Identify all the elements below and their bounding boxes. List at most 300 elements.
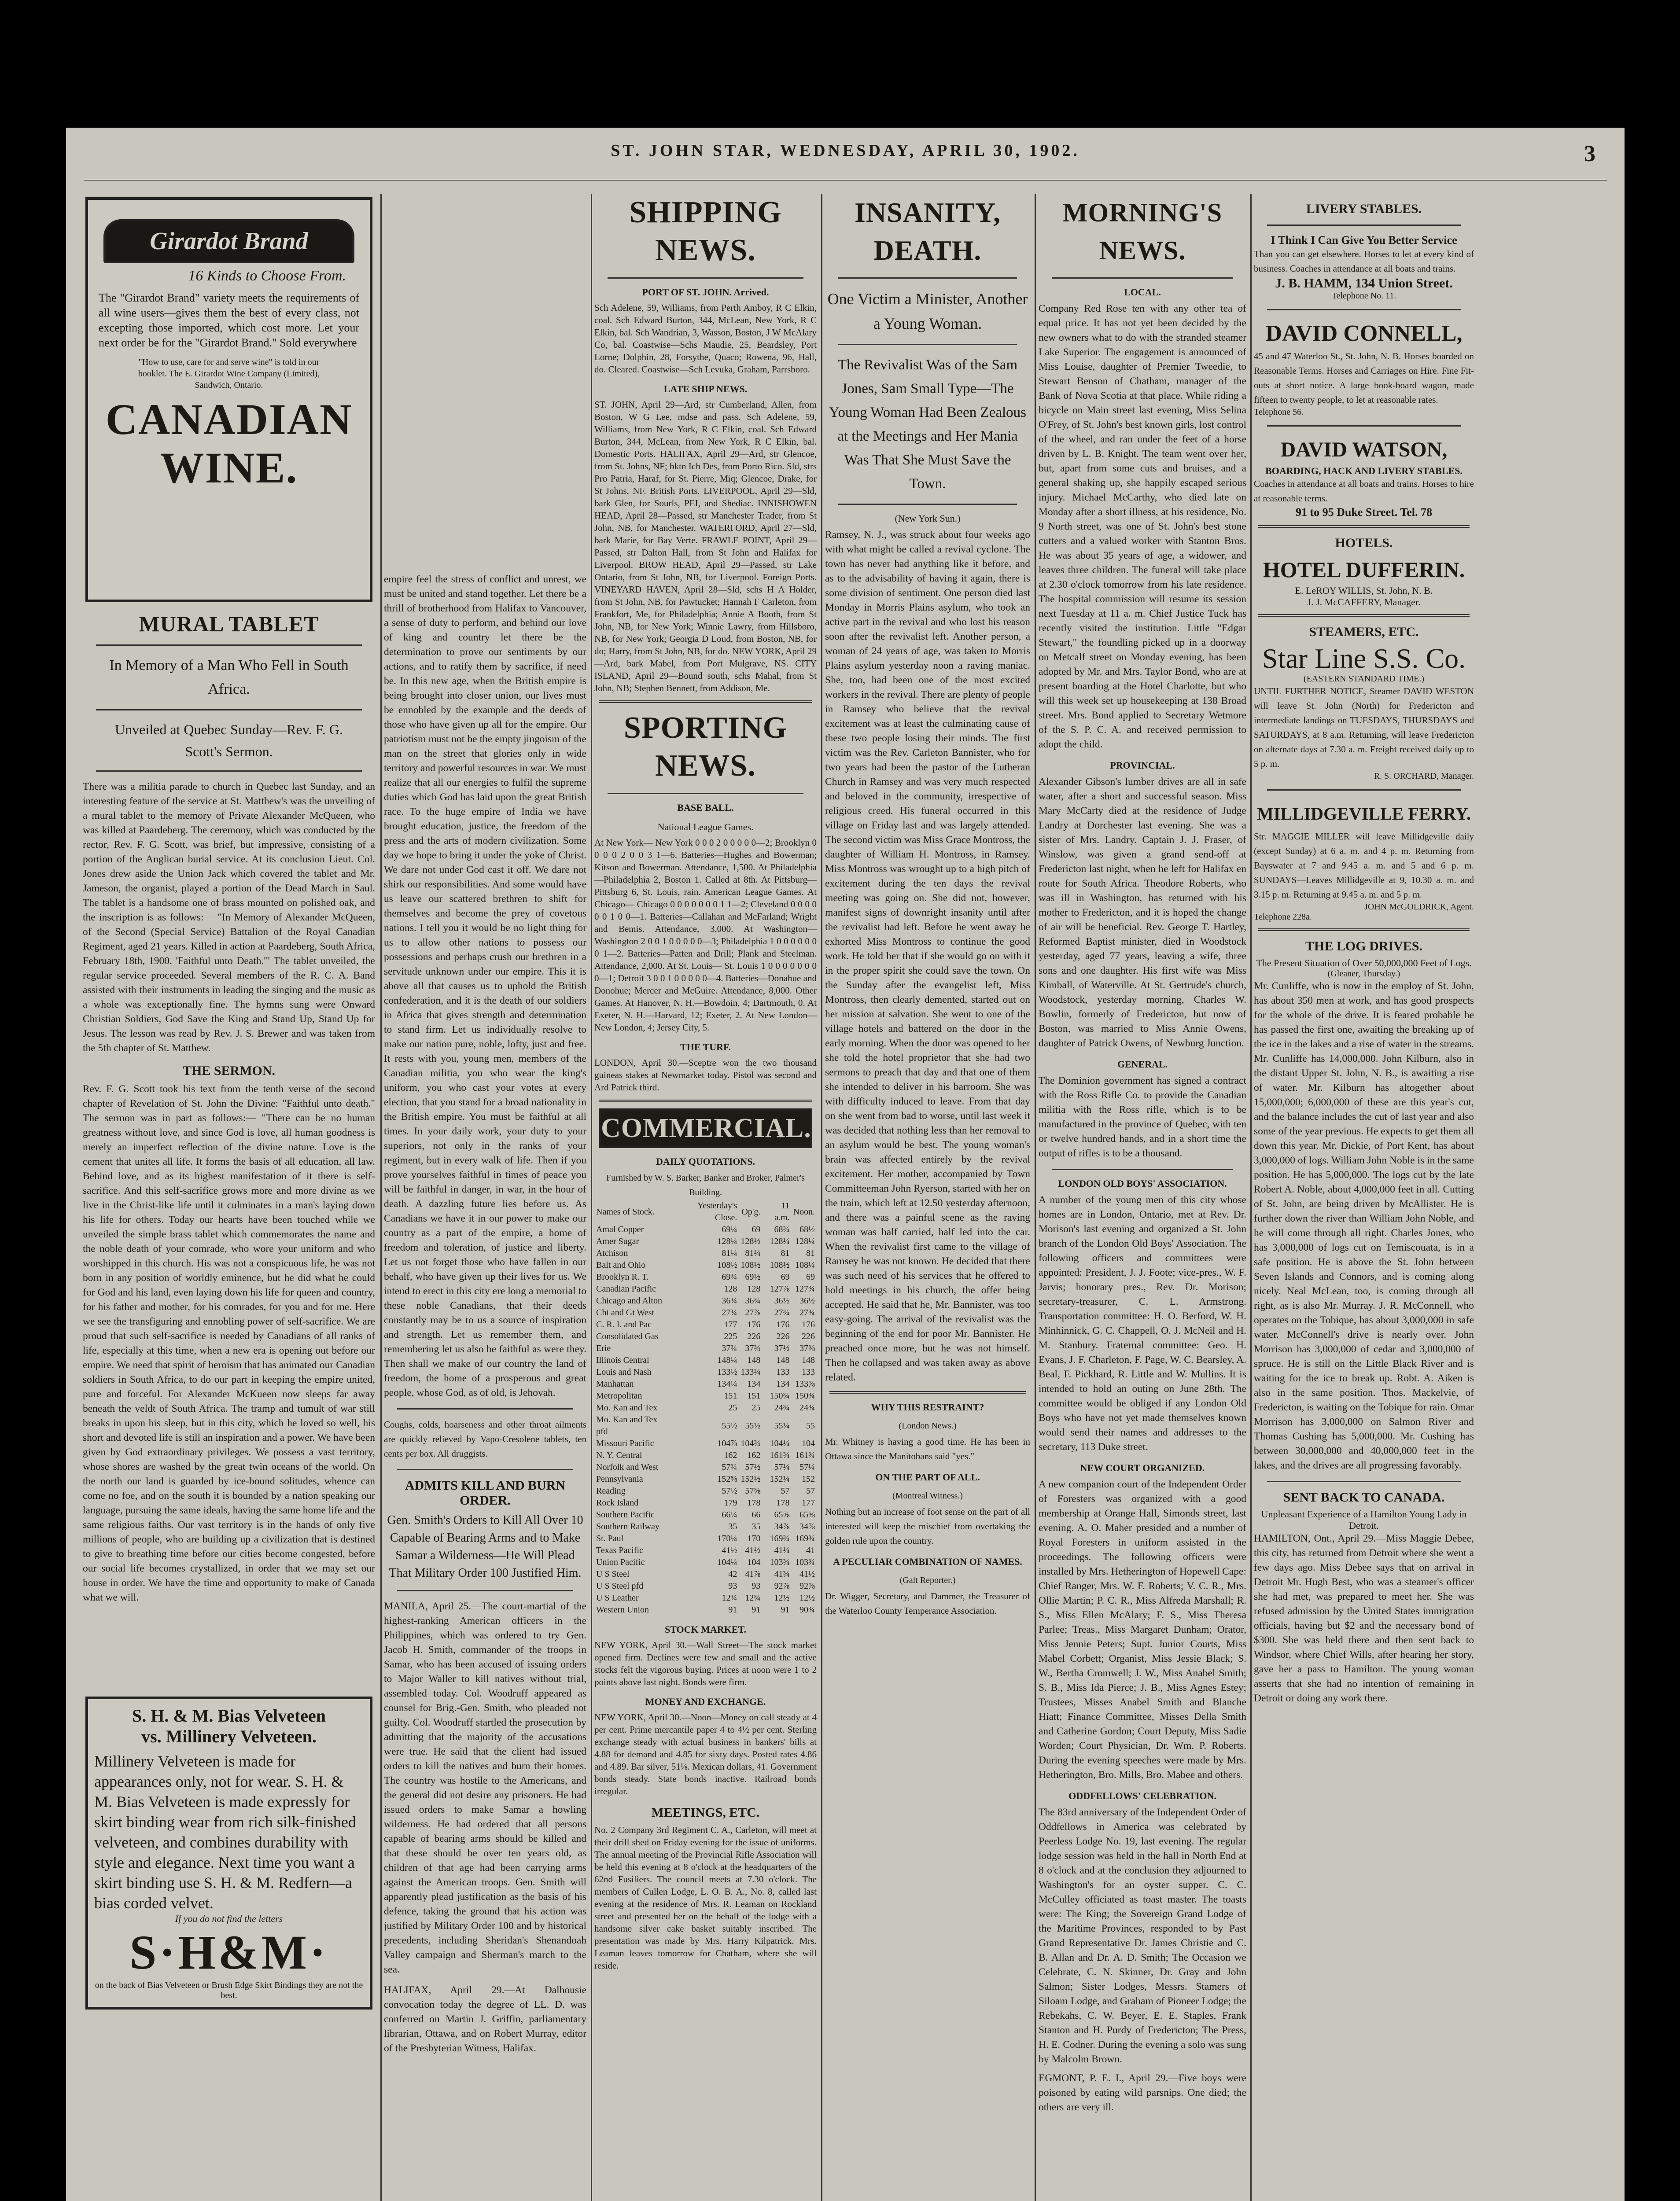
table-cell: 177 [802,1498,815,1508]
why-body: Mr. Whitney is having a good time. He has been in Ottawa since the Manitobans said "yes." [825,1436,1030,1461]
table-cell: 108½ [717,1260,737,1270]
table-cell: 108½ [741,1260,761,1270]
table-cell: 81¼ [722,1248,737,1258]
shipping-port: PORT OF ST. JOHN. Arrived. [642,287,769,298]
connell-body: 45 and 47 Waterloo St., St. John, N. B. Horses boarded on Reasonable Terms. Horses and Carriages on Hire. Fine Fit-outs at short notice. A large book-board wagon, made fifteen to twenty people, to let at reasonable rates. [1254,351,1474,405]
table-cell: 150¾ [770,1391,790,1401]
column-4 [825,194,1030,2201]
table-row [594,1248,817,1259]
table-cell: 12½ [774,1593,790,1603]
table-cell: U S Steel [596,1569,630,1579]
table-cell: 152¼ [770,1474,790,1484]
general-body: The Dominion government has signed a contract with the Ross Rifle Co. to provide the Canadian militia with the Ross rifle, which is to be manufactured in the province of Quebec, with ten or twelve hundred hands, and in a short time the output of rifles is to be a thousand. [1039,1075,1246,1159]
table-cell: 161¾ [770,1450,790,1460]
table-cell: 91 [728,1605,737,1615]
table-cell: 34⅞ [774,1522,790,1531]
table-cell: 148 [747,1355,761,1365]
table-cell: 150¾ [795,1391,815,1401]
oddfellows-title: ODDFELLOWS' CELEBRATION. [1068,1790,1216,1801]
table-row [594,1319,817,1331]
sporting-title: SPORTING NEWS. [623,711,788,783]
hotel-manager: J. J. McCAFFERY, Manager. [1307,596,1421,607]
provincial-body: Alexander Gibson's lumber drives are all in safe water, after a short and successful season. Miss Mary McCarty died at the residence of Judge Landry at Dorchester last evening. She was a sister of Mrs. Landry. Captain J. J. Fraser, of Winslow, was given a grand send-off at Fredericton last night, when he left for Halifax en route for South Africa. Theodore Roberts, who was ill in Washington, has returned with his mother to Fredericton, and it is hoped the change of air will be beneficial. Rev. George T. Hartley, Reformed Baptist minister, died in Woodstock yesterday, aged 77 years, leaving a wife, three sons and one daughter. His first wife was Miss Kimball, of Waterville. At St. Gertrude's church, Woodstock, yesterday morning, Charles W. Bowlin, formerly of Fredericton, but now of Boston, was married to Miss Annie Owens, daughter of Patrick Owens, of Newburg Junction. [1039,776,1246,1049]
table-cell: 57¼ [799,1462,815,1472]
table-cell: 55½ [745,1421,761,1431]
table-cell: 128¼ [717,1237,737,1246]
oddfellows-body: The 83rd anniversary of the Independent Order of Oddfellows in America was celebrated by Peerless Lodge No. 19, last evening. The regular lodge session was held in the hall in North End at 8 o'clock and at the conclusion they adjourned to Washington's for an oyster supper. C. C. McCulley officiated as toast master. The toasts were: The King; the Sovereign Grand Lodge of the Maritime Provinces, responded to by Past Grand Representative Dr. James Christie and C. B. Allan and Dr. A. D. Smith; The Occasion we Celebrate, C. N. Skinner, Dr. Gray and John Salmon; Sister Lodges, Messrs. Stamers of Siloam Lodge, and Graham of Pioneer Lodge; the Rebekahs, C. W. Beyer, E. E. Staples, Frank Stanton and H. Purdy of Fredericton; The Press, H. E. Codner. During the evening a solo was sung by Malcolm Brown. [1039,1807,1246,2065]
table-row [594,1557,817,1568]
egmont-body: EGMONT, P. E. I., April 29.—Five boys were poisoned by eating wild parsnips. One died; the others are very ill. [1039,2072,1246,2113]
table-cell: Manhattan [596,1379,634,1389]
table-cell: 57½ [745,1462,761,1472]
ferry-title: MILLIDGEVILLE FERRY. [1256,804,1471,824]
table-cell: Balt and Ohio [596,1260,646,1270]
part-title: ON THE PART OF ALL. [875,1472,980,1483]
table-cell: 57 [806,1486,815,1496]
connell-name: DAVID CONNELL, [1265,321,1463,346]
table-cell: 41½ [745,1546,761,1555]
table-cell: 108¼ [795,1260,815,1270]
table-cell: 176 [747,1320,761,1329]
velveteen-body: Millinery Velveteen is made for appearances only, not for wear. S. H. & M. Bias Velveteen is made expressly for skirt binding wear from rich silk-finished velveteen, and combines durability with style and elegance. Next time you want a skirt binding use S. H. & M. Redfern—a bias corded velvet. [94,1752,356,1912]
table-cell: 133⅞ [795,1379,815,1389]
steamers-title: STEAMERS, ETC. [1309,625,1419,639]
table-row [594,1224,817,1236]
watson-address: 91 to 95 Duke Street. Tel. 78 [1295,506,1433,519]
table-cell: Southern Pacific [596,1510,655,1520]
velveteen-head2: vs. Millinery Velveteen. [141,1726,317,1746]
table-cell: 55½ [722,1421,737,1431]
insanity-body: Ramsey, N. J., was struck about four weeks ago with what might be called a revival cyclone. The town has never had anything like it before, and as to the advisability of having it again, there is some division of sentiment. One person died last Monday in Morris Plains asylum, who took an active part in the revival and who lost his reason soon after the revivalist left. Another person, a woman of 24 years of age, was taken to Morris Plains asylum yesterday noon a raving maniac. She, too, had been one of the most excited workers in the revival. There are plenty of people in Ramsey who believe that the revival excitement was at least the culminating cause of these two people losing their minds. The first victim was the Rev. Carleton Bannister, who for two years had been the pastor of the Lutheran Church in Ramsey and was very much respected and beloved in the community, irrespective of religious creed. His funeral occurred in this village on Friday last and was largely attended. The second victim was Miss Grace Montross, the daughter of William H. Montross, in Ramsey. Miss Montross was wrought up to a high pitch of excitement during the ten days the revival meeting was going on. She did not, however, manifest signs of downright insanity until after the revivalist had left. Before he went away he exhorted Miss Montross to continue the good work. He told her that if she would go on with it in the proper spirit she could save the town. On the Sunday after the evangelist left, Miss Montross, then clearly demented, started out on her mission at salvation. She went to one of the village hotels and battered on the door in the early morning. When the door was opened to her she told the hotel proprietor that she had two sermons to preach that day and that one of them she intended to deliver in his barroom. She was with difficulty induced to leave. From that day on she went from bad to worse, until last week it was decided that nothing less than her removal to an asylum would be best. The young woman's brain was affected entirely by the revival excitement. Her mother, accompanied by Town Committeeman John Ryerson, started with her on the train, which left at 12.50 yesterday afternoon, and there was a painful scene as the raving woman was half carried, half led into the car. When the revivalist first came to the village of Ramsey he was not known. He decided that there was such need of his services that he offered to hold meetings in his church, the offer being accepted. He said that he, Mr. Bannister, was too easy-going. The arrival of the revivalist was the beginning of the end for poor Mr. Bannister. He preached once more, but he was not himself. Then he collapsed and was taken away as above related. [825,529,1030,1383]
why-title: WHY THIS RESTRAINT? [871,1402,984,1413]
table-row [594,1497,817,1509]
table-cell: 37½ [774,1343,790,1353]
insanity-deck2: The Revivalist Was of the Sam Jones, Sam Small Type—The Young Woman Had Been Zealous at the Meetings and Her Mania Was That She Must Save the Town. [829,357,1026,492]
column-2 [384,194,586,2201]
ferry-body: Str. MAGGIE MILLER will leave Millidgeville daily (except Sunday) at 6 a. m. and 4 p. m. Returning from Bayswater at 7 and 9.45 a. m. and 5 and 6 p. m. SUNDAYS—Leaves Millidgeville at 9, 10.30 a. m. and 3.15 p. m. Returning at 9.45 a. m. and 5 p. m. [1254,831,1474,900]
shipping-body: Sch Adelene, 59, Williams, from Perth Amboy, R C Elkin, coal. Sch Edward Burton, 344, McLean, New York, R C Elkin, bal. Sch Wandrian, 3, Wasson, Boston, J W McAlary Co, bal. Coastwise—Schs Maudie, 25, Beardsley, Port Lorne; Dolphin, 28, Forsythe, Quaco; Rowena, 96, Hall, do. Cleared. Coastwise—Sch Levuka, Graham, Parrsboro. [594,302,817,375]
table-cell: Amer Sugar [596,1237,639,1246]
table-cell: Atchison [596,1248,628,1258]
velveteen-head1: S. H. & M. Bias Velveteen [132,1706,326,1726]
table-cell: 12½ [799,1593,815,1603]
table-cell: Pennsylvania [596,1474,643,1484]
table-cell: 127⅞ [770,1284,790,1294]
table-cell: 152½ [741,1474,761,1484]
table-cell: 66 [752,1510,761,1520]
local-body: Company Red Rose ten with any other tea of equal price. It has not yet been decided by the new owners what to do with the stranded steamer Lake Superior. The engagement is announced of Miss Louise, daughter of Premier Tweedie, to Stewart Benson of Chatham, manager of the Bank of Nova Scotia at that place. While riding a bicycle on Main street last evening, Miss Selina O'Frey, of St. John's best known girls, lost control of the wheel, and ran under the feet of a horse driven by L. B. Knight. The team went over her, but, apart from some cuts and bruises, and a general shaking up, she happily escaped serious injury. Michael McCarthy, who died late on Monday after a short illness, at his residence, No. 9 North street, was one of St. John's best stone cutters and a valued worker with Stanton Bros. He was about 35 years of age, a widower, and leaves three children. The funeral will take place at 2.30 o'clock tomorrow from his late residence. The hospital commission will resume its session next Tuesday at 11 a. m. Chief Justice Tuck has recently visited the institution. Little "Edgar Stewart," the foundling picked up in a doorway on Metcalf street on Monday evening, has been adopted by Mr. and Mrs. Taylor Bond, who are at present boarding at the Hotel Charlotte, but who will this week set up housekeeping at 138 Broad street. Mrs. Bond applied to Secretary Wetmore of the S. P. C. A. and received permission to adopt the child. [1039,303,1246,750]
table-cell: 108½ [770,1260,790,1270]
table-cell: Consolidated Gas [596,1332,659,1341]
table-cell: 134 [747,1379,761,1389]
table-row [594,1402,817,1414]
stock-market-title: STOCK MARKET. [665,1624,746,1635]
table-cell: Illinois Central [596,1355,649,1365]
table-cell: 176 [776,1320,790,1329]
table-cell: 104¼ [770,1439,790,1448]
table-cell: Chicago and Alton [596,1296,662,1306]
table-cell: 161¾ [795,1450,815,1460]
table-cell: 176 [802,1320,815,1329]
table-cell: Texas Pacific [596,1546,643,1555]
table-cell: 57¼ [774,1462,790,1472]
mural-sub1: In Memory of a Man Who Fell in South Africa. [109,657,349,697]
part-body: Nothing but an increase of foot sense on the part of all interested will keep the mischief from overtaking the golden rule upon the country. [825,1506,1030,1546]
court-title: NEW COURT ORGANIZED. [1080,1462,1205,1473]
table-cell: 24¾ [774,1403,790,1413]
table-row [594,1545,817,1557]
table-cell: 104 [747,1557,761,1567]
table-cell: 92⅞ [799,1581,815,1591]
table-cell: 148¼ [717,1355,737,1365]
table-cell: 24¾ [799,1403,815,1413]
velveteen-note: If you do not find the letters [175,1913,283,1924]
ferry-agent: JOHN McGOLDRICK, Agent. [1364,902,1474,912]
table-cell: 104¾ [741,1439,761,1448]
table-cell: 41¼ [774,1546,790,1555]
column-rule [1250,194,1252,2201]
table-cell: U S Leather [596,1593,639,1603]
table-cell: 57⅜ [745,1486,761,1496]
table-cell: Mo. Kan and Tex [596,1403,658,1413]
table-row [594,1283,817,1295]
livery-title: LIVERY STABLES. [1306,202,1422,216]
daily-title: DAILY QUOTATIONS. [656,1156,755,1167]
table-cell: 27¾ [774,1308,790,1318]
velveteen-logo: S·H&M· [129,1925,328,1979]
table-cell: Mo. Kan and Tex pfd [596,1415,658,1436]
meetings-body: No. 2 Company 3rd Regiment C. A., Carleton, will meet at their drill shed on Friday evening for the issue of uniforms. The annual meeting of the Provincial Rifle Association will be held this evening at 8 o'clock at the headquarters of the 62nd Fusiliers. The council meets at 7.30 o'clock. The members of Cullen Lodge, L. O. B. A., No. 8, called last evening at the residence of Mrs. R. Leaman on Rockland street and presented her on the behalf of the lodge with a handsome silver cake basket suitably inscribed. The presentation was made by Mrs. Harry Kilpatrick. Mrs. Leaman leaves tomorrow for Chatham, where she will reside. [594,1825,817,1971]
quotes-table [594,1200,817,1616]
column-rule [821,194,822,2201]
watson-sub: BOARDING, HACK AND LIVERY STABLES. [1265,465,1463,476]
table-cell: 133 [802,1367,815,1377]
table-cell: Amal Copper [596,1225,644,1234]
table-cell: 133¼ [741,1367,761,1377]
ad-tagline: 16 Kinds to Choose From. [188,268,346,284]
local-title: LOCAL. [1124,287,1161,298]
table-cell: 226 [776,1332,790,1341]
table-cell: St. Paul [596,1534,624,1543]
column-rule [1035,194,1036,2201]
baseball-body: At New York— New York 0 0 0 2 0 0 0 0 0—2; Brooklyn 0 0 0 0 2 0 0 3 1—6. Batteries—Hughes and Bowerman; Kitson and Bowerman. Attendance, 1,500. At Philadelphia—Philadelphia 2, Boston 1. Called at 8th. At Pittsburg—Pittsburg 6, St. Louis, rain. American League Games. At Chicago— Chicago 0 0 0 0 0 0 0 1 1—2; Cleveland 0 0 0 0 0 0 1 0 0—1. Batteries—Callahan and McFarland; Wright and Bemis. Attendance, 3,000. At Washington— Washington 2 0 0 1 0 0 0 0 0—3; Philadelphia 1 0 0 0 0 0 0 0 1—2. Batteries—Patten and Drill; Plank and Steelman. Attendance, 2,000. At St. Louis— St. Louis 1 0 0 0 0 0 0 0 0—1; Detroit 3 0 0 1 0 0 0 0 0—4. Batteries—Donahue and Donohue; Mercer and McGuire. Attendance, 8,000. Other Games. At Hanover, N. H.—Bowdoin, 4; Dartmouth, 0. At Exeter, N. H.—Harvard, 12; Exeter, 2. At New London—New London, 4; Jersey City, 5. [594,837,817,1033]
london-body: A number of the young men of this city whose homes are in London, Ontario, met at Rev. Dr. Morison's last evening and organized a St. John branch of the London Old Boys' Association. The following officers and committees were appointed: President, J. J. Foote; vice-pres., W. F. Jarvis; honorary pres., Rev. Dr. Morison; secretary-treasurer, C. L. Armstrong. Transportation committee: H. O. Berford, W. H. Minhinnick, G. C. Chappell, O. J. McNeil and H. M. Stanbury. Fraternal committee: Geo. H. Evans, J. F. Charleton, F. Page, W. C. Bearsley, A. Beal, F. Pickhard, R. Little and W. Mullins. It is intended to hold an outing on June 28th. The committee would be obliged if any London Old Boys who have not yet made themselves known would send their names and addresses to the secretary, 113 Duke street. [1039,1194,1246,1453]
table-row [594,1533,817,1545]
sermon-body: Rev. F. G. Scott took his text from the tenth verse of the second chapter of Revelation of St. John the Divine: "Faithful unto death." The sermon was in part as follows:— "There can be no human greatness without love, and since God is love, all human goodness is merely an imperfect reflection of the divine nature. Love is the cement that unites all life. It forms the basis of all education, all law. Behind love, and as its highest manifestation of it there is self-sacrifice. And this self-sacrifice grows more and more divine as we live in the Christ-like life until it culminates in a man's laying down his life for others. Today our hearts have been touched while we unveiled the simple brass tablet which commemorates the name and the noble death of your comrade, who wore your uniform and who worshipped in this church. His was not a conspicuous life, he was not born in any position of worldly eminence, but he did what he could for God and his land, even laying down his life for queen and country, for his father and mother, for his comrades, for you and for me. Here we see the transfiguring and ennobling power of self-sacrifice. We are proud that such self-sacrifice is needed by Canadians of all ranks of life, especially at this time, when a new era is opening out before our empire. We need that spirit of heroism that has animated our Canadian soldiers in South Africa, to do our part in keeping the empire united, pure and forceful. For Alexander McKueen now sleeps far away beneath the veldt of South Africa. The tramp and tumult of war still breaks in upon his sleep, but in this city, which he loved so well, his short and devoted life is still an inspiration and a power. We have been given by God extraordinary privileges. We possess a vast territory, whose shores are washed by the great twin oceans of the world. On the north our land is guarded by ice-bound solitudes, whence can come no foe, and on the south it is bounded by a nation speaking our language, pursuing the same ideals, having the same home life and the same religious faiths. Our vast territory is in the hands of only five millions of people, who are building up a civilization that is destined to give to breathing time before our cities become congested, before our social life becomes crystallized, in order that we may set our house in order. We have the time and opportunity to make of Canada what we will. [83,1083,375,1603]
table-row [594,1378,817,1390]
london-title: LONDON OLD BOYS' ASSOCIATION. [1058,1178,1227,1189]
table-cell: 69 [781,1272,790,1282]
admits-sub: Gen. Smith's Orders to Kill All Over 10 Capable of Bearing Arms and to Make Samar a Wilderness—He Will Plead That Military Order 100 Justified Him. [387,1513,583,1580]
starline-body: UNTIL FURTHER NOTICE, Steamer DAVID WESTON will leave St. John (North) for Fredericton and intermediate landings on TUESDAYS, THURSDAYS and SATURDAYS, at 8 a.m. Returning, will leave Fredericton on alternate days at 7.30 a. m. Freight received daily up to 5 p. m. [1254,686,1474,769]
girardot-wine-ad [85,197,372,602]
table-cell: 128¼ [795,1237,815,1246]
ad-wine-title: CANADIAN WINE. [105,395,353,492]
column-rule [380,194,382,2201]
starline-name: Star Line S.S. Co. [1262,643,1466,674]
livery1-name: J. B. HAMM, 134 Union Street. [1275,276,1453,291]
table-cell: 91 [752,1605,761,1615]
livery1-tel: Telephone No. 11. [1331,291,1396,301]
table-cell: Canadian Pacific [596,1284,656,1294]
connell-tel: Telephone 56. [1254,407,1304,417]
insanity-deck1: One Victim a Minister, Another a Young Woman. [827,290,1028,332]
table-cell: 152 [802,1474,815,1484]
late-ship-body: ST. JOHN, April 29—Ard, str Cumberland, Allen, from Boston, W G Lee, mdse and pass. Sch Adelene, 59, Williams, from New York, R C Elkin, coal. Sch Edward Burton, 344, McLean, from New York, R C Elkin, bal. Domestic Ports. HALIFAX, April 29—Ard, str Glencoe, from St. Johns, NF; bktn Ich Des, from Porto Rico. Sld, strs Pro Patria, Haraf, for St. Pierre, Miq; Glencoe, Drake, for St Johns, NF. British Ports. LIVERPOOL, April 29—Sld, bark Glen, for Sourls, PEI, and Shediac. INNISHOWEN HEAD, April 28—Passed, str Manchester Trader, from St John, NB, for Manchester. WATERFORD, April 27—Sld, bark Marie, for Bay Verte. FRAWLE POINT, April 29—Passed, str Dalton Hall, from St John and Halifax for Liverpool. BROW HEAD, April 29—Passed, str Lake Ontario, from St John, NB, for Liverpool. Foreign Ports. VINEYARD HAVEN, April 28—Sld, schs H A Holder, from St John, NB, for Pawtucket; Hannah F Carleton, from Frankfort, Me, for Philadelphia; Annie A Booth, from St John, NB, for New York; Winnie Lawry, from Hillsboro, NB, for New York; Georgia D Loud, from Boston, NB, for do; Harry, from St John, NB, for do. NEW YORK, April 29—Ard, bark Mabel, from Port Mulgrave, NS. CITY ISLAND, April 29—Bound south, schs Mahal, from St John, NB; Stephen Bennett, from Addison, Me. [594,399,817,693]
table-cell: 55¼ [774,1421,790,1431]
table-row [594,1343,817,1354]
table-cell: 69¼ [722,1225,737,1234]
table-cell: 81¼ [745,1248,761,1258]
turf-title: THE TURF. [680,1042,731,1053]
hotel-proprietor: E. LeROY WILLIS, St. John, N. B. [1295,585,1433,596]
table-cell: 55 [806,1421,815,1431]
livery1-head: I Think I Can Give You Better Service [1271,234,1457,247]
table-cell: 57 [781,1486,790,1496]
table-cell: Rock Island [596,1498,639,1508]
table-cell: 36¾ [722,1296,737,1306]
quotes-header-row: Names of Stock. Yesterday's Close. Op'g. 11 a.m. Noon. [596,1201,815,1222]
table-cell: Norfolk and West [596,1462,659,1472]
table-cell: 169¾ [795,1534,815,1543]
table-cell: 81 [806,1248,815,1258]
table-cell: 127¾ [795,1284,815,1294]
table-cell: 91 [781,1605,790,1615]
table-cell: 65⅝ [799,1510,815,1520]
table-row [594,1521,817,1533]
table-cell: 93 [728,1581,737,1591]
table-row [594,1509,817,1521]
table-cell: Union Pacific [596,1557,645,1567]
page-number: 3 [1584,141,1598,166]
table-row [594,1485,817,1497]
table-cell: 169¾ [770,1534,790,1543]
table-cell: 103¾ [770,1557,790,1567]
table-cell: 27¾ [799,1308,815,1318]
comb-title: A PECULIAR COMBINATION OF NAMES. [833,1556,1022,1567]
table-cell: 69¾ [722,1272,737,1282]
table-cell: 226 [802,1332,815,1341]
table-cell: 178 [776,1498,790,1508]
commercial-title: COMMERCIAL. [599,1108,812,1148]
baseball-title: BASE BALL. [677,802,734,813]
masthead-title: ST. JOHN STAR, WEDNESDAY, APRIL 30, 1902. [611,141,1080,160]
table-cell: 41⅞ [745,1569,761,1579]
table-cell: 93 [752,1581,761,1591]
table-cell: 27⅞ [745,1308,761,1318]
table-row [594,1580,817,1592]
table-cell: Western Union [596,1605,649,1615]
watson-body: Coaches in attendance at all boats and trains. Horses to hire at reasonable terms. [1254,478,1474,504]
table-cell: 151 [724,1391,737,1401]
table-cell: C. R. I. and Pac [596,1320,652,1329]
ad-small: "How to use, care for and serve wine" is told in our booklet. The E. Girardot Wine Company (Limited), Sandwich, Ontario. [138,357,320,390]
table-cell: N. Y. Central [596,1450,642,1460]
table-cell: 92⅞ [774,1581,790,1591]
table-cell: 27¾ [722,1308,737,1318]
table-cell: 34⅞ [799,1522,815,1531]
masthead [66,141,1625,180]
table-cell: 134¼ [717,1379,737,1389]
logdrive-sub: The Present Situation of Over 50,000,000 Feet of Logs. [1256,957,1472,968]
table-cell: U S Steel pfd [596,1581,644,1591]
table-row [594,1390,817,1402]
table-cell: 179 [724,1498,737,1508]
livery1-body: Than you can get elsewhere. Horses to let at every kind of business. Coaches in attendance at all boats and trains. [1254,249,1474,274]
logdrive-body: Mr. Cunliffe, who is now in the employ of St. John, has about 350 men at work, and has good prospects for the whole of the drive. It is feared probable he has passed the first one, awaiting the breaking up of the ice in the lakes and a rise of water in the streams. Mr. Cunliffe has 14,000,000. John Kilburn, also in the distant Upper St. John, N. B., is awaiting a rise of water. Mr. Kilburn has altogether about 15,000,000; 6,000,000 of these are this year's cut, and the balance includes the cut of last year and also some of the year previous. He expects to get them all down this year. Mr. Dickie, of Port Kent, has about 3,000,000 of logs. William John Noble is in the same position. He has 5,000,000. The logs cut by the late Robert A. Noble, about 4,000,000 feet in all. Cutting of St. John, are being driven by McAllister. He is further down the river than William John Noble, and he will come through all right. Charles Jones, who has 3,000,000 of logs cut on Temiscouata, is in a safe position. He is above the St. John between Seven Islands and Connors, and is coming along nicely. Neal McLean, too, is coming through all right, as is also Mr. Murray. J. R. McConnell, who operates on the Tobique, has about 3,000,000 in safe water. McConnell's drive is nearly over. John Morrison has 3,000,000 of cedar and 3,000,000 of spruce. He is still on the Little Black River and is waiting for the ice to break up. Robt. A. Aiken is also in the same position. Thos. Mackelvie, of Fredericton, is waiting on the Tobique for rain. Omar Morrison has 3,000,000 on Salmon River and Thomas Cushing has 5,000,000. Mr. Cushing has between 30,000,000 and 40,000,000 feet in the lakes, and the drives are all progressing favorably. [1254,980,1474,1471]
general-title: GENERAL. [1117,1059,1168,1070]
table-cell: 133 [776,1367,790,1377]
meetings-title: MEETINGS, ETC. [651,1805,760,1820]
daily-intro: Furnished by W. S. Barker, Banker and Broker, Palmer's Building. [606,1173,805,1197]
newspaper-page [66,128,1625,2201]
sermon-continued: empire feel the stress of conflict and unrest, we must be united and stand together. Let there be a thrill of brotherhood from Halifax to Vancouver, a sense of duty to perform, and behind our love of king and country let there be the determination to prove our sentiments by our actions, and to ratify them by sacrifice, if need be. In this new age, when the British empire is being brought into closer union, our lives must be ennobled by the example and the deeds of those who have given up all for the empire. Our patriotism must not be the empty jingoism of the man on the street that glories only in wide territory and powerful resources in war. We must realize that all our energies to fulfil the supreme duties which God has laid upon the great British race. To the huge empire of India we have brought education, justice, the freedom of the press and the arts of modern civilization. Some day we hope to bring it under the yoke of Christ. We dare not under God cast it off. We dare not shirk our responsibilities. And some would have us leave our scattered brethren to shift for themselves and become the prey of covetous nations. I tell you it would be no light thing for us to allow other nations to possess our possessions and perhaps crush our brethren in a servitude unknown under our empire. This it is above all that causes us to uphold the British confederation, and it is the death of our soldiers in Africa that gives strength and determination to stand firm. Let us individually resolve to make our nation pure, noble, lofty, just and free. It rests with you, young men, members of the Canadian militia, you who wear the king's uniform, you who cast your votes at every election, that you stand for a broad nationality in the British empire. You must be faithful at all times. In your daily work, your duty to your superiors, not only in the ranks of your regiment, but in every walk of life. Then if you prove yourselves faithful in times of peace you will be faithful in danger, in war, in the hour of death. A dazzling future lies before us. As Canadians we have it in our power to make our country as a part of the empire, a home of freedom and toleration, of justice and liberty. Let us not forget those who have fallen in our behalf, who have given up their lives for us. We intend to erect in this city ere long a memorial to these noble Canadians, that their deeds constantly may be to us a source of inspiration and strength. Let us remember them, and remembering let us also be faithful as were they. Then shall we make of our country the land of freedom, the home of a prosperous and great people, whose God, as of old, is Jehovah. [384,574,586,1399]
table-row [594,1236,817,1248]
table-cell: Metropolitan [596,1391,642,1401]
table-row [594,1604,817,1616]
late-ship-title: LATE SHIP NEWS. [663,383,748,394]
table-cell: 178 [747,1498,761,1508]
money-title: MONEY AND EXCHANGE. [645,1696,766,1707]
table-cell: Erie [596,1343,611,1353]
turf-body: LONDON, April 30.—Sceptre won the two thousand guineas stakes at Newmarket today. Pistol was second and Ard Patrick third. [594,1057,817,1093]
admits-body: MANILA, April 25.—The court-martial of the highest-ranking American officers in the Philippines, which was ordered to try Gen. Jacob H. Smith, commander of the troops in Samar, who has been accused of issuing orders to Major Waller to kill natives without trial, assembled today. Col. Woodruff appeared as counsel for Brig.-Gen. Smith, who pleaded not guilty. Col. Woodruff startled the prosecution by admitting that the majority of the accusations were true. He said that the client had issued orders to kill the natives and burn their homes. The country was hostile to the Americans, and the general did not desire any prisoners. He had issued orders to make Samar a howling wilderness. He had ordered that all persons capable of bearing arms should be killed and that these should be over ten years old, as children of that age had been carrying arms against the American troops. Gen. Smith will apparently plead justification as the basis of his defence, taking the ground that his action was justified by Military Order 100 and by historical precedents, including Sheridan's Shenandoah Valley campaign and Sherman's march to the sea. [384,1601,586,1975]
table-row [594,1331,817,1343]
table-cell: 41½ [799,1569,815,1579]
table-row [594,1592,817,1604]
table-cell: 68½ [799,1225,815,1234]
stock-market-body: NEW YORK, April 30.—Wall Street—The stock market opened firm. Declines were few and small and the active stocks felt the vigorous buying. Prices at noon were 1 to 2 points above last night. Bonds were firm. [594,1640,817,1687]
table-cell: 41½ [722,1546,737,1555]
insanity-source: (New York Sun.) [895,513,961,524]
table-cell: 41¾ [774,1569,790,1579]
table-cell: 104 [802,1439,815,1448]
table-cell: 69 [752,1225,761,1234]
table-row [594,1366,817,1378]
table-cell: Louis and Nash [596,1367,652,1377]
watson-name: DAVID WATSON, [1280,438,1448,461]
ad-banner: Girardot Brand [103,219,354,263]
table-cell: 177 [724,1320,737,1329]
table-row [594,1473,817,1485]
mural-sub2: Unveiled at Quebec Sunday—Rev. F. G. Scott's Sermon. [115,721,343,759]
starline-manager: R. S. ORCHARD, Manager. [1374,771,1474,781]
table-cell: 35 [728,1522,737,1531]
table-cell: 225 [724,1332,737,1341]
table-row [594,1461,817,1473]
table-cell: 42 [728,1569,737,1579]
logdrive-source: (Gleaner, Thursday.) [1327,969,1400,979]
table-cell: 66¼ [722,1510,737,1520]
table-cell: 81 [781,1248,790,1258]
cough-notice: Coughs, colds, hoarseness and other throat ailments are quickly relieved by Vapo-Cresolene tablets, ten cents per box. All druggists. [384,1419,586,1459]
table-cell: 36½ [799,1296,815,1306]
insanity-headline: INSANITY, DEATH. [854,197,1001,266]
sent-back-sub: Unpleasant Experience of a Hamilton Young Lady in Detroit. [1261,1509,1467,1531]
table-cell: Reading [596,1486,626,1496]
table-cell: 12¾ [745,1593,761,1603]
table-row [594,1307,817,1319]
column-rule [591,194,592,2201]
table-cell: 25 [752,1403,761,1413]
table-cell: 128½ [741,1237,761,1246]
table-row [594,1354,817,1366]
table-cell: Chi and Gt West [596,1308,654,1318]
table-cell: 12¾ [722,1593,737,1603]
provincial-title: PROVINCIAL. [1110,760,1175,771]
hotels-title: HOTELS. [1335,536,1393,550]
table-cell: 25 [728,1403,737,1413]
table-cell: 37¾ [745,1343,761,1353]
table-cell: 68¾ [774,1225,790,1234]
column-3 [594,194,817,2201]
table-cell: 148 [802,1355,815,1365]
table-cell: 37⅜ [799,1343,815,1353]
table-cell: 128 [724,1284,737,1294]
table-cell: 162 [747,1450,761,1460]
table-cell: 57¾ [722,1462,737,1472]
velveteen-foot: on the back of Bias Velveteen or Brush Edge Skirt Bindings they are not the best. [95,1980,363,2000]
table-row [594,1414,817,1438]
ad-body: The "Girardot Brand" variety meets the requirements of all wine users—gives them the best of every class, not excepting those imported, which cost more. Let your next order be for the "Girardot Brand." Sold everywhere [99,291,359,349]
mural-body: There was a militia parade to church in Quebec last Sunday, and an interesting feature of the service at St. Matthew's was the unveiling of a mural tablet to the memory of Private Alexander McQueen, who was killed at Paardeberg. The ceremony, which was conducted by the rector, Rev. F. G. Scott, was brief, but impressive, consisting of a portion of the Anglican burial service. At its conclusion Lieut. Col. Jones drew aside the Union Jack which covered the tablet and Mr. Jameson, the organist, played a portion of the Dead March in Saul. The tablet is a handsome one of brass mounted on polished oak, and the inscription is as follows:— "In Memory of Alexander McQueen, of the Second (Special Service) Battalion of the Royal Canadian Regiment, aged 21 years. Killed in action at Paardeberg, South Africa, February 18th, 1900. 'Faithful unto Death.'" The tablet unveiled, the regular service proceeded. Several members of the R. C. A. Band assisted with their instruments in leading the singing and the music as a whole was exceptionally fine. The hymns sung were Onward Christian Soldiers, God Save the King and Stand Up, Stand Up for Jesus. The lesson was read by Rev. J. S. Brewer and was taken from the 5th chapter of St. Matthew. [83,781,375,1054]
table-cell: 226 [747,1332,761,1341]
table-cell: 162 [724,1450,737,1460]
column-5 [1039,194,1246,2201]
table-cell: 133½ [717,1367,737,1377]
admits-title: ADMITS KILL AND BURN ORDER. [405,1478,566,1508]
why-source: (London News.) [899,1421,957,1431]
table-cell: Missouri Pacific [596,1439,654,1448]
table-cell: Brooklyn R. T. [596,1272,649,1282]
comb-source: (Galt Reporter.) [899,1575,956,1585]
table-cell: Southern Railway [596,1522,659,1531]
starline-time: (EASTERN STANDARD TIME.) [1303,674,1425,684]
court-body: A new companion court of the Independent Order of Foresters was organized with a good membership at Orange Hall, Simonds street, last evening. A. O. Maher presided and a number of Royal Foresters in uniform assisted in the proceedings. The following officers were installed by Mrs. Hetherington of Hopewell Cape: Chief Ranger, Mrs. W. F. Roberts; V. C. R., Mrs. Ollie Martin; P. C. R., Miss Alfreda Marshall; R. S., Miss Ellen McAlary; F. S., Miss Theresa Parlee; Treas., Miss Margaret Dunham; Orator, Miss Jennie Peters; Supt. Junior Courts, Miss Mabel Corbett; Organist, Miss Jessie Black; S. W., Bertha Cromwell; J. W., Miss Anabel Smith; S. B., Miss Ida Pierce; J. B., Miss Agnes Estey; Trustees, Misses Anabel Smith and Blanche Hiatt; Finance Committee, Misses Della Smith and Catherine Gordon; Court Deputy, Miss Sadie Worden; Court Physician, Dr. Wm. P. Roberts. During the evening speeches were made by Mrs. Hetherington, Bro. Mills, Bro. Mabee and others. [1039,1479,1246,1781]
logdrive-title: THE LOG DRIVES. [1305,939,1422,953]
shipping-title: SHIPPING NEWS. [629,195,782,267]
table-cell: 35 [752,1522,761,1531]
table-cell: 128¼ [770,1237,790,1246]
table-row [594,1295,817,1307]
mural-title: MURAL TABLET [139,611,319,636]
table-cell: 104¼ [717,1557,737,1567]
comb-body: Dr. Wigger, Secretary, and Dammer, the Treasurer of the Waterloo County Temperance Association. [825,1591,1030,1616]
morning-news-title: MORNING'S NEWS. [1062,198,1223,265]
table-cell: 151 [747,1391,761,1401]
table-row [594,1438,817,1450]
table-cell: 37¾ [722,1343,737,1353]
table-row [594,1259,817,1271]
table-cell: 69½ [745,1272,761,1282]
column-1 [83,194,375,2201]
table-row [594,1271,817,1283]
table-cell: 90¾ [799,1605,815,1615]
velveteen-ad [85,1697,372,2010]
ferry-tel: Telephone 228a. [1254,912,1312,922]
hotel-name: HOTEL DUFFERIN. [1263,557,1465,582]
baseball-league: National League Games. [657,821,754,832]
table-cell: 65⅝ [774,1510,790,1520]
column-6 [1254,194,1474,2201]
table-cell: 134 [776,1379,790,1389]
table-cell: 148 [776,1355,790,1365]
table-cell: 36¾ [745,1296,761,1306]
sermon-title: THE SERMON. [182,1064,276,1078]
money-body: NEW YORK, April 30.—Noon—Money on call steady at 4 per cent. Prime mercantile paper 4 to 4½ per cent. Sterling exchange steady with actual business in bankers' bills at 4.88 for demand and 4.85 for sixty days. Posted rates 4.86 and 4.89. Bar silver, 51⅛. Mexican dollars, 41. Government bonds steady. State bonds inactive. Railroad bonds irregular. [594,1712,817,1796]
table-row [594,1568,817,1580]
table-cell: 104⅞ [717,1439,737,1448]
